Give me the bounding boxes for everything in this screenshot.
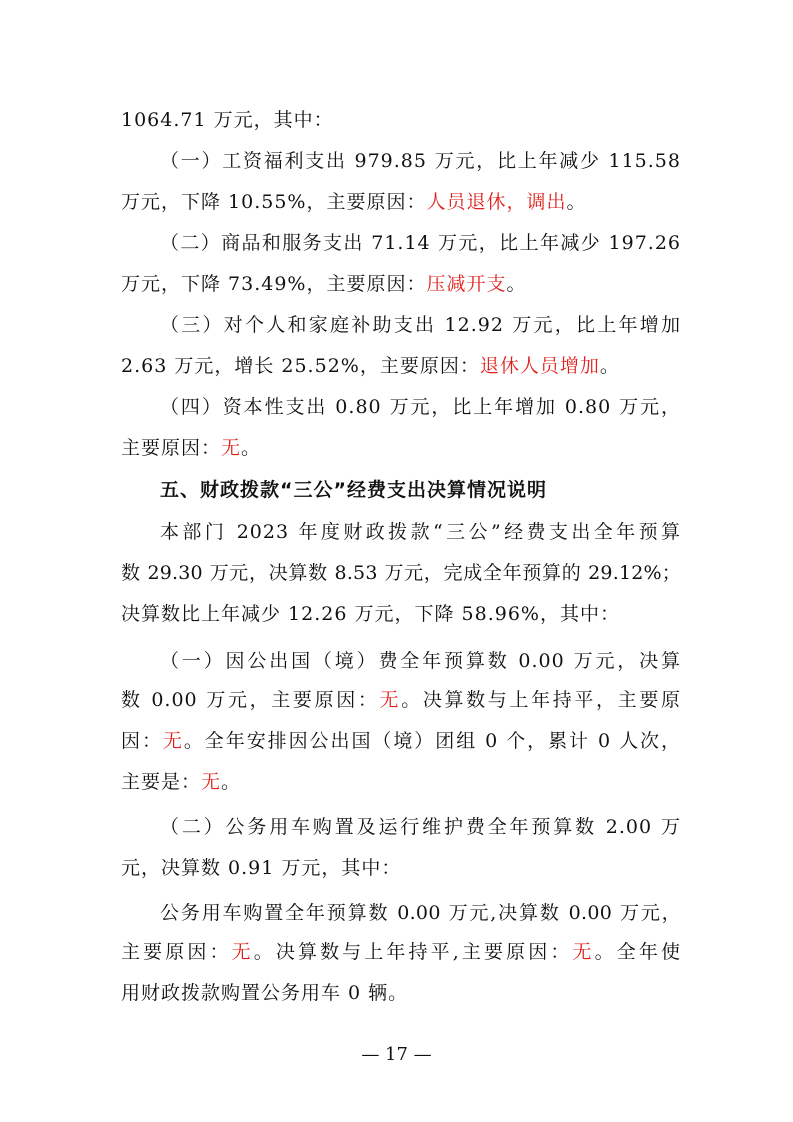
red-highlight: 人员退休，调出 — [426, 191, 567, 213]
text-line: （一）工资福利支出 979.85 万元，比上年减少 115.58 — [160, 150, 681, 172]
text-line: 2.63 万元，增长 25.52%，主要原因：退休人员增加。 — [121, 355, 620, 377]
text-line: （一）因公出国（境）费全年预算数 0.00 万元，决算 — [160, 650, 681, 672]
section-heading: 五、财政拨款“三公”经费支出决算情况说明 — [160, 479, 547, 501]
red-highlight: 无 — [379, 689, 402, 711]
text-line: 因：无。全年安排因公出国（境）团组 0 个，累计 0 人次， — [121, 730, 681, 752]
text-line: 决算数比上年减少 12.26 万元，下降 58.96%，其中： — [121, 603, 620, 625]
text-line: （二）公务用车购置及运行维护费全年预算数 2.00 万 — [160, 816, 681, 838]
red-highlight: 压减开支 — [426, 273, 507, 295]
text-line: （三）对个人和家庭补助支出 12.92 万元，比上年增加 — [160, 314, 681, 336]
text-line: 元，决算数 0.91 万元，其中： — [121, 857, 402, 879]
page-number: — 17 — — [361, 1044, 432, 1065]
red-highlight: 无 — [221, 437, 242, 459]
red-highlight: 无 — [201, 771, 222, 793]
text-line: （二）商品和服务支出 71.14 万元，比上年减少 197.26 — [160, 232, 681, 254]
text-line: 主要是：无。 — [121, 771, 242, 793]
text-line: 数 29.30 万元，决算数 8.53 万元，完成全年预算的 29.12%； — [121, 562, 681, 584]
text-line: 用财政拨款购置公务用车 0 辆。 — [121, 982, 409, 1004]
text-line: 主要原因：无。 — [121, 437, 262, 459]
text-line: 万元，下降 73.49%，主要原因：压减开支。 — [121, 273, 527, 295]
text-line: 本部门 2023 年度财政拨款“三公”经费支出全年预算 — [160, 521, 681, 543]
text-line: 主要原因：无。决算数与上年持平,主要原因：无。全年使 — [121, 941, 681, 963]
text-line: 1064.71 万元，其中： — [121, 109, 334, 131]
text-line: 公务用车购置全年预算数 0.00 万元,决算数 0.00 万元， — [160, 902, 681, 924]
red-highlight: 无 — [231, 941, 254, 963]
red-highlight: 退休人员增加 — [479, 355, 600, 377]
red-highlight: 无 — [572, 941, 595, 963]
red-highlight: 无 — [162, 730, 184, 752]
text-line: 万元，下降 10.55%，主要原因：人员退休，调出。 — [121, 191, 587, 213]
text-line: （四）资本性支出 0.80 万元，比上年增加 0.80 万元， — [160, 396, 681, 418]
text-line: 数 0.00 万元，主要原因：无。决算数与上年持平，主要原 — [121, 689, 681, 711]
